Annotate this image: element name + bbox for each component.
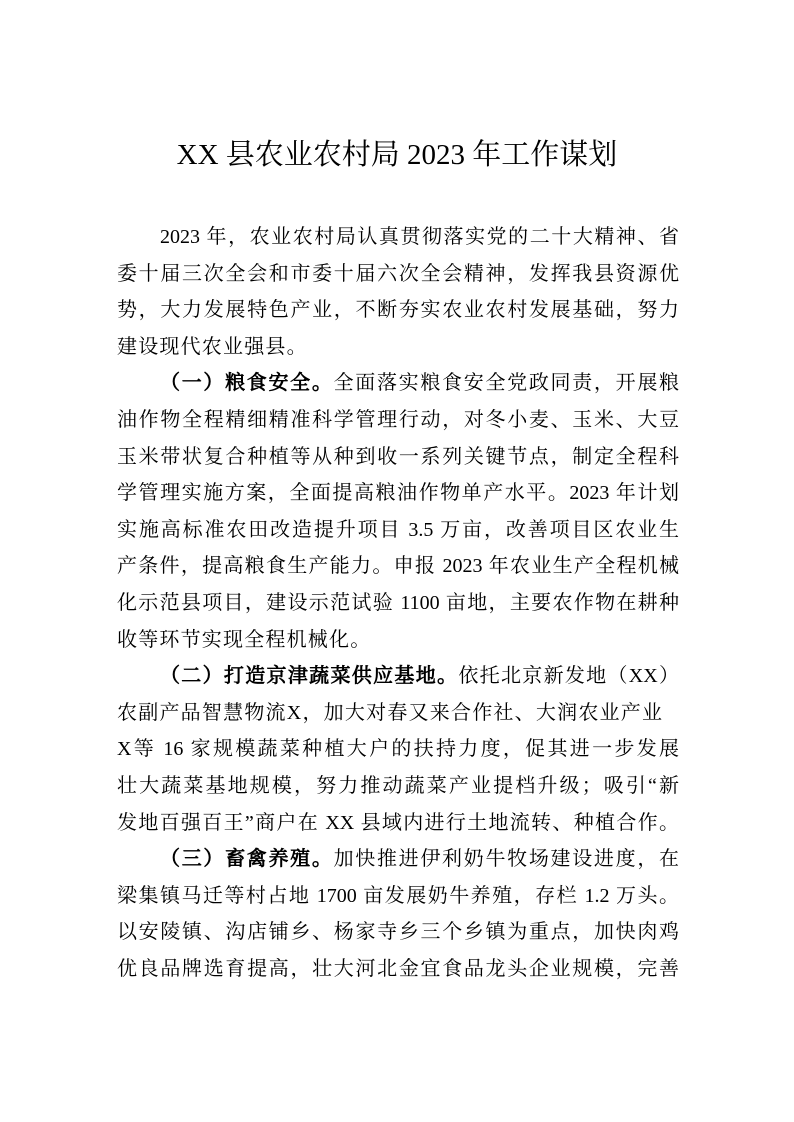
text-line: 实施高标准农田改造提升项目 3.5 万亩，改善项目区农业生: [117, 518, 679, 541]
text-line: 梁集镇马迁等村占地 1700 亩发展奶牛养殖，存栏 1.2 万头。: [117, 884, 679, 907]
text-line: 委十届三次全会和市委十届六次全会精神，发挥我县资源优: [117, 262, 679, 285]
text-line: 2023 年，农业农村局认真贯彻落实党的二十大精神、省: [160, 226, 679, 248]
text-line: 发地百强百王”商户在 XX 县域内进行土地流转、种植合作。: [117, 811, 679, 834]
section-heading: （三）畜禽养殖。: [160, 848, 334, 871]
text-span: 全面落实粮食安全党政同责，开展粮: [333, 372, 680, 395]
body-paragraph-vegetable-base: [117, 658, 679, 841]
text-line: 建设现代农业强县。: [117, 335, 308, 358]
document-title: XX 县农业农村局 2023 年工作谋划: [176, 139, 618, 171]
text-line: 化示范县项目，建设示范试验 1100 亩地，主要农作物在耕种: [117, 591, 679, 614]
text-span: 依托北京新发地（XX）: [458, 665, 679, 688]
text-line: [117, 841, 679, 878]
body-paragraph-grain-security: [117, 365, 679, 658]
text-line: [117, 365, 679, 402]
text-line: 收等环节实现全程机械化。: [117, 628, 372, 651]
section-heading: （二）打造京津蔬菜供应基地。: [160, 665, 459, 688]
body-paragraph-livestock: [117, 841, 679, 987]
document-body: [117, 219, 679, 987]
text-line: 油作物全程精细精准科学管理行动，对冬小麦、玉米、大豆: [117, 408, 679, 431]
text-line: 玉米带状复合种植等从种到收一系列关键节点，制定全程科: [117, 445, 679, 468]
text-line: 势，大力发展特色产业，不断夯实农业农村发展基础，努力: [117, 299, 679, 322]
text-line: 以安陵镇、沟店铺乡、杨家寺乡三个乡镇为重点，加快肉鸡: [117, 921, 679, 944]
section-heading: （一）粮食安全。: [160, 372, 334, 395]
text-line: 产条件，提高粮食生产能力。申报 2023 年农业生产全程机械: [117, 555, 679, 578]
text-line: 学管理实施方案，全面提高粮油作物单产水平。2023 年计划: [117, 482, 679, 505]
text-line: X等 16 家规模蔬菜种植大户的扶持力度，促其进一步发展: [117, 738, 679, 761]
text-line: 优良品牌选育提高，壮大河北金宜食品龙头企业规模，完善: [117, 957, 679, 980]
text-span: 加快推进伊利奶牛牧场建设进度，在: [333, 848, 680, 871]
text-line: [117, 658, 679, 695]
body-paragraph-intro: [117, 219, 679, 365]
text-line: 农副产品智慧物流X，加大对春又来合作社、大润农业产业: [117, 701, 662, 724]
text-line: 壮大蔬菜基地规模，努力推动蔬菜产业提档升级；吸引“新: [117, 774, 679, 797]
